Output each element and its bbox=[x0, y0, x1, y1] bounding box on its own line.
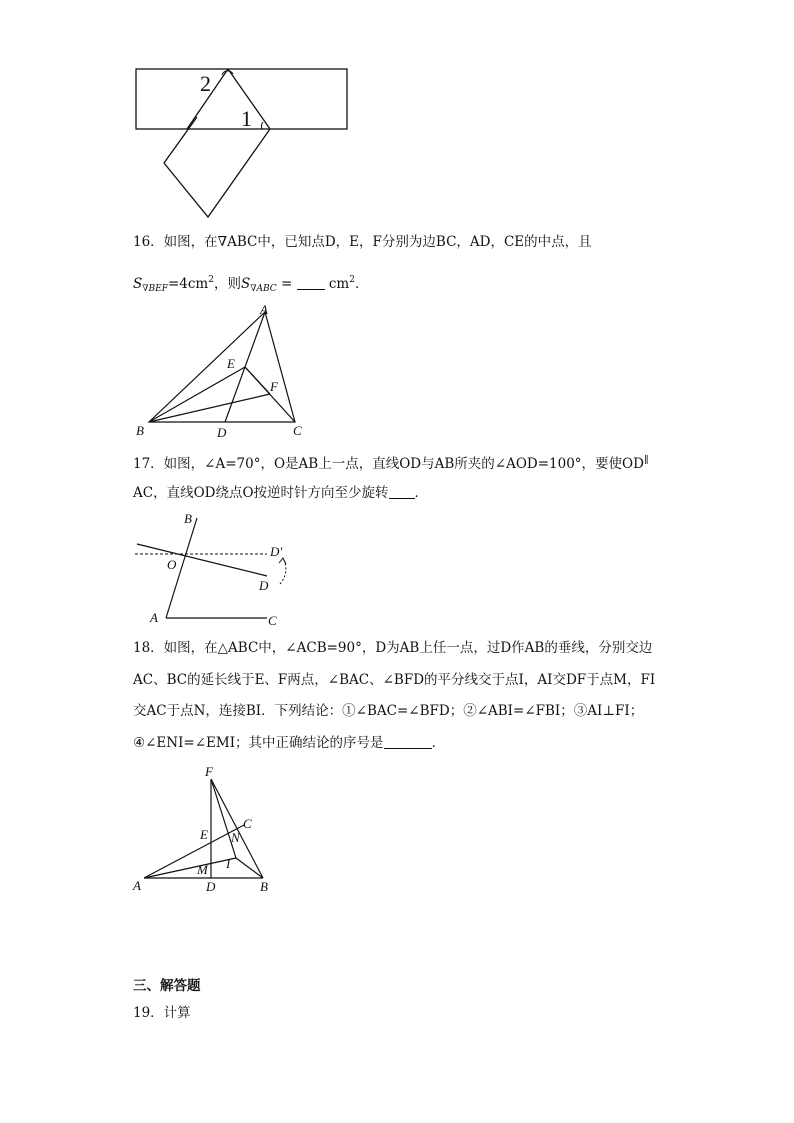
point-label-o: O bbox=[167, 557, 177, 572]
point-label-f: F bbox=[270, 379, 278, 394]
angle-label-2: 2 bbox=[200, 71, 211, 96]
point-label-b: B bbox=[184, 511, 192, 526]
point-label-a: A bbox=[260, 302, 268, 317]
question-17-text-2: AC，直线OD绕点O按逆时针方向至少旋转 bbox=[133, 485, 389, 501]
question-18-line-4 bbox=[133, 733, 445, 753]
point-label-b: B bbox=[136, 423, 144, 438]
equals-sign: = bbox=[276, 276, 297, 292]
then-text: ，则 bbox=[213, 276, 241, 292]
area-value: =4cm bbox=[167, 276, 209, 292]
point-label-i: I bbox=[226, 856, 231, 871]
point-label-d: D bbox=[206, 879, 216, 894]
figure-folded-strip bbox=[130, 62, 360, 222]
folded-quadrilateral bbox=[164, 69, 270, 217]
section-heading-text: 三、解答题 bbox=[133, 978, 201, 994]
point-label-b: B bbox=[260, 879, 268, 894]
area-subscript-abc: ∇ABC bbox=[250, 284, 277, 294]
question-17-line-1 bbox=[133, 451, 649, 474]
area-symbol-bef: S bbox=[133, 276, 143, 292]
area-unit-superscript: 2 bbox=[208, 275, 214, 285]
segment-ai bbox=[144, 858, 236, 878]
line-od bbox=[137, 544, 267, 576]
period: ． bbox=[431, 735, 446, 751]
question-18-line-1 bbox=[133, 638, 652, 658]
point-label-e: E bbox=[200, 827, 208, 842]
angle-1-arc bbox=[261, 122, 263, 129]
segment-be bbox=[149, 367, 245, 422]
segment-bi bbox=[236, 858, 263, 878]
point-label-d-prime: D′ bbox=[270, 544, 283, 559]
question-16-line-2 bbox=[133, 270, 368, 299]
point-label-e: E bbox=[227, 356, 235, 371]
unit-text: cm bbox=[324, 276, 350, 292]
point-label-n: N bbox=[231, 830, 240, 845]
question-19-text: 19．计算 bbox=[133, 1005, 191, 1021]
question-19 bbox=[133, 1003, 191, 1023]
point-label-a: A bbox=[133, 878, 141, 893]
figure-rotation-17 bbox=[130, 508, 320, 633]
question-16-line-1 bbox=[133, 232, 592, 252]
question-18-line-3 bbox=[133, 701, 643, 721]
figure-triangle-abc-16 bbox=[130, 300, 330, 445]
segment-ef bbox=[245, 367, 270, 394]
unit-superscript: 2 bbox=[349, 275, 355, 285]
point-label-d: D bbox=[259, 578, 269, 593]
question-18-text-2: AC、BC的延长线于E、F两点，∠BAC、∠BFD的平分线交于点I，AI交DF于点M，FI bbox=[133, 672, 656, 688]
section-heading bbox=[133, 976, 201, 996]
point-label-d: D bbox=[217, 425, 227, 440]
angle-label-1: 1 bbox=[241, 106, 252, 131]
point-label-f: F bbox=[205, 764, 213, 779]
answer-blank-17 bbox=[389, 485, 415, 499]
period: ． bbox=[354, 276, 369, 292]
period: ． bbox=[414, 485, 429, 501]
question-17-line-2 bbox=[133, 483, 428, 503]
figure-triangle-18 bbox=[130, 762, 290, 897]
parallel-symbol: ∥ bbox=[643, 455, 649, 466]
question-18-text-4: ④∠ENI=∠EMI；其中正确结论的序号是 bbox=[133, 735, 384, 751]
point-label-m: M bbox=[197, 862, 208, 877]
area-subscript-bef: ∇BEF bbox=[142, 284, 168, 294]
segment-bf bbox=[149, 394, 270, 422]
point-label-a: A bbox=[150, 610, 158, 625]
question-17-text: 17．如图，∠A=70°，O是AB上一点，直线OD与AB所夹的∠AOD=100°，要使OD bbox=[133, 456, 644, 472]
question-18-text-1: 18．如图，在△ABC中，∠ACB=90°，D为AB上任一点，过D作AB的垂线，分别交边 bbox=[133, 640, 653, 656]
point-label-c: C bbox=[243, 816, 252, 831]
question-18-line-2 bbox=[133, 670, 655, 690]
question-16-text: 16．如图，在∇ABC中，已知点D，E，F分别为边BC，AD，CE的中点，且 bbox=[133, 234, 592, 250]
answer-blank-16 bbox=[297, 276, 325, 290]
answer-blank-18 bbox=[384, 735, 432, 749]
point-label-c: C bbox=[268, 613, 277, 628]
question-18-text-3: 交AC于点N，连接BI．下列结论：①∠BAC=∠BFD；②∠ABI=∠FBI；③AI⊥FI； bbox=[133, 703, 644, 719]
area-symbol-abc: S bbox=[240, 276, 251, 292]
point-label-c: C bbox=[293, 423, 302, 438]
